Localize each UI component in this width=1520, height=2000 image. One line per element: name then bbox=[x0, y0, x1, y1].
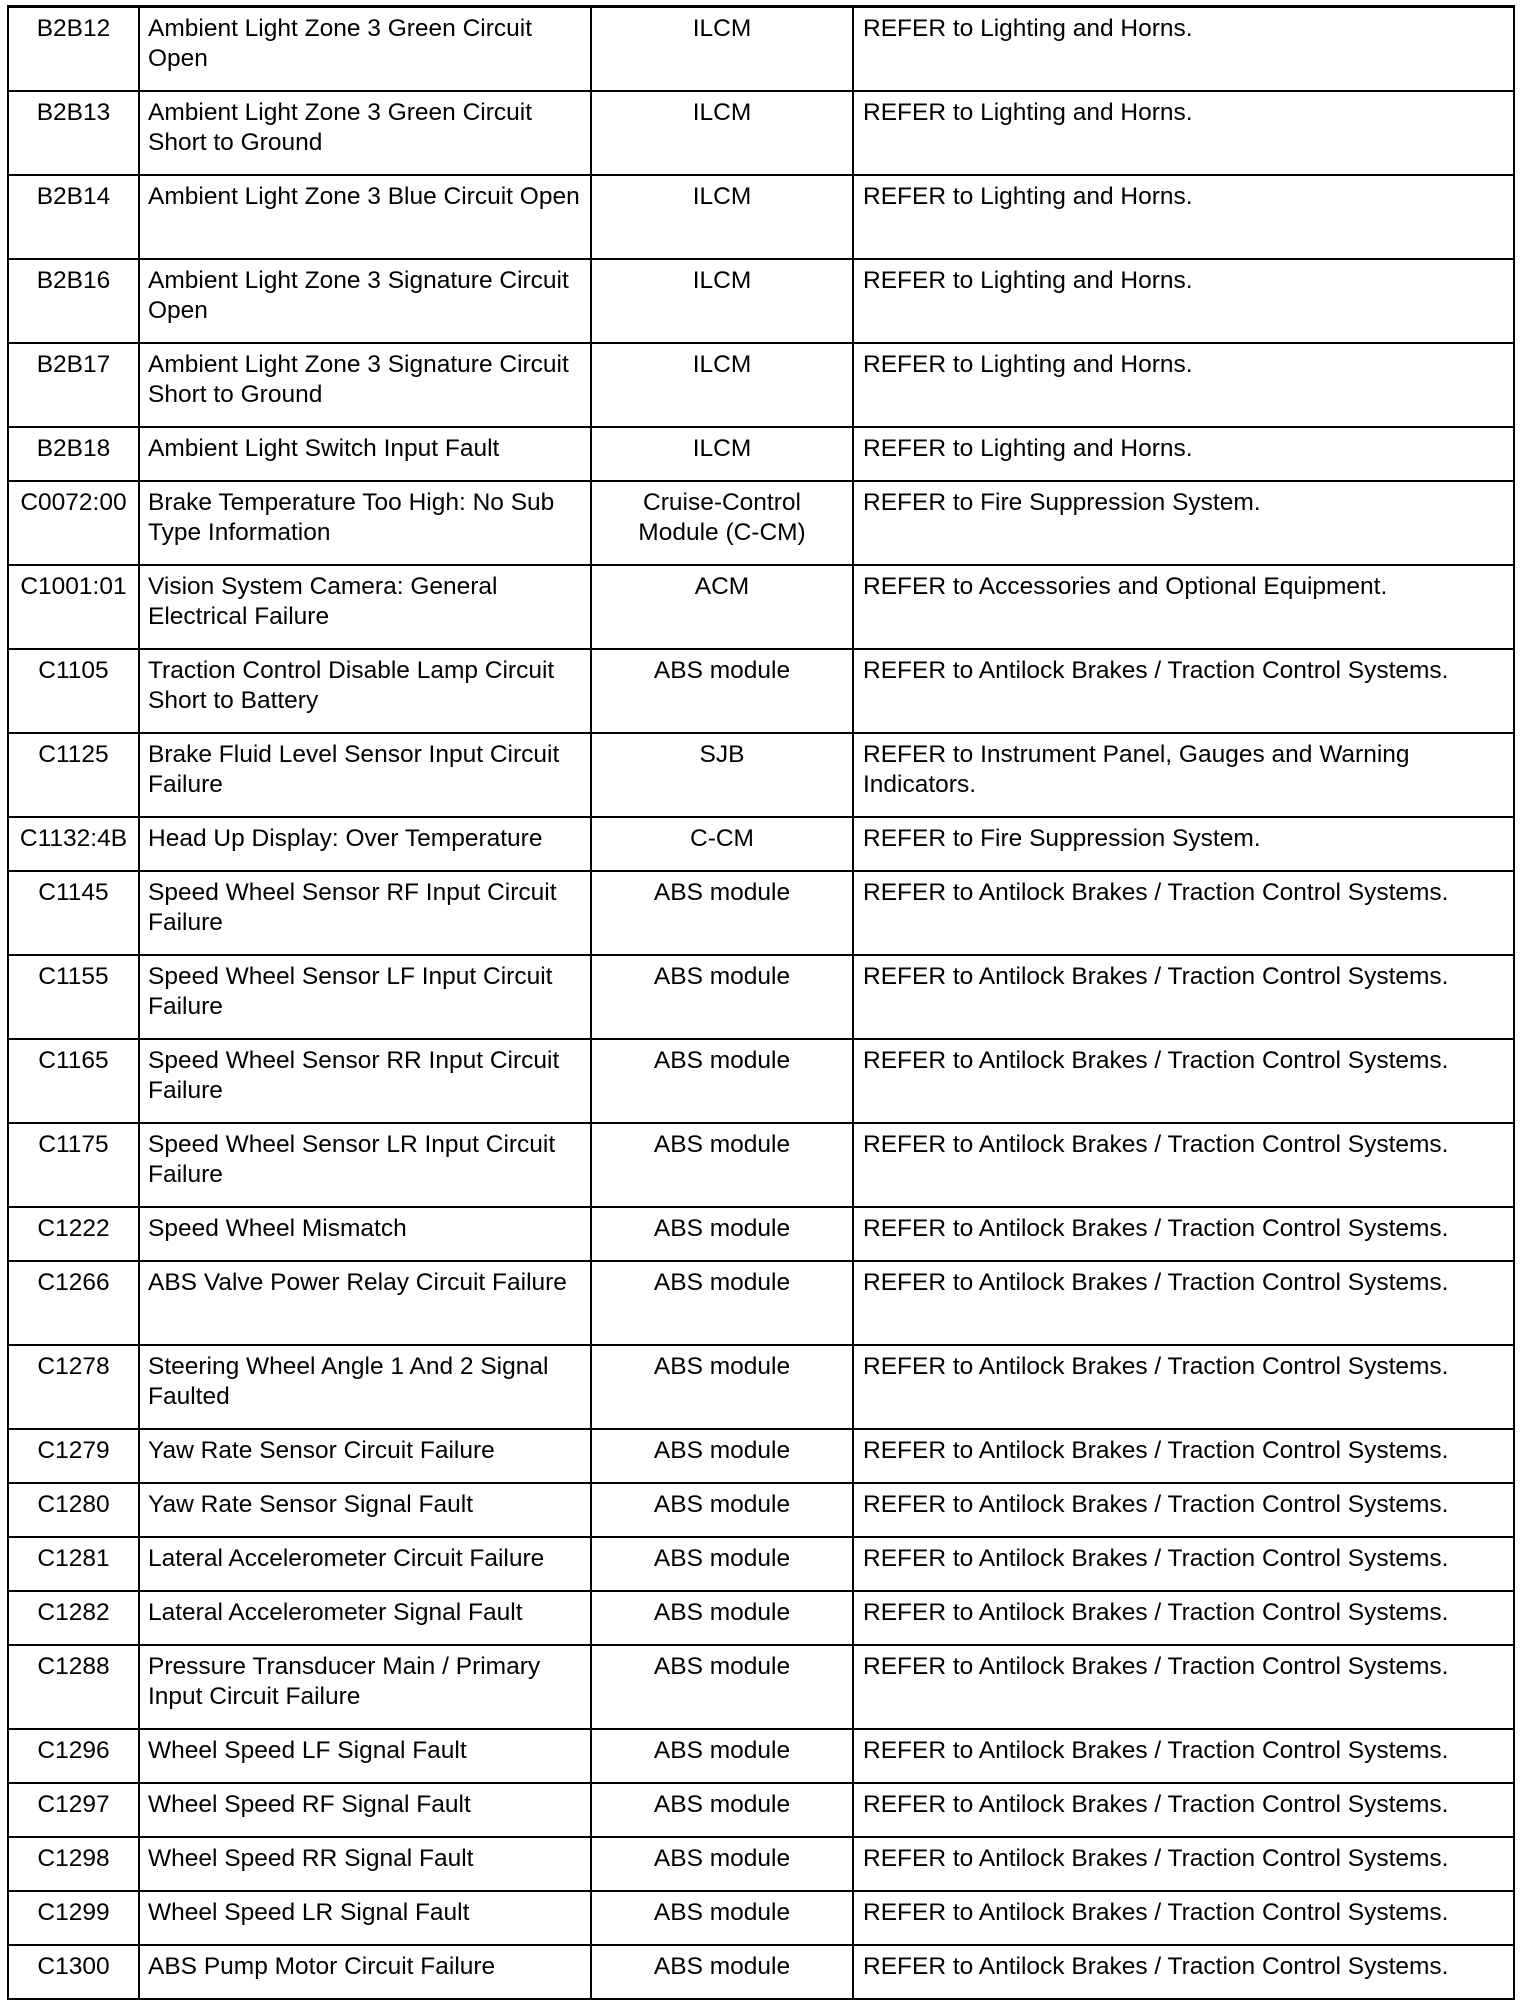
dtc-description-cell: Wheel Speed LR Signal Fault bbox=[139, 1891, 591, 1945]
dtc-description-cell: Head Up Display: Over Temperature bbox=[139, 817, 591, 871]
dtc-action-cell: REFER to Antilock Brakes / Traction Control Systems. bbox=[853, 649, 1514, 733]
dtc-module-cell: ABS module bbox=[591, 1837, 853, 1891]
dtc-module-cell: ILCM bbox=[591, 259, 853, 343]
table-row bbox=[8, 1591, 1514, 1645]
dtc-description-cell: Traction Control Disable Lamp Circuit Short to Battery bbox=[139, 649, 591, 733]
table-row bbox=[8, 1207, 1514, 1261]
dtc-description-cell: ABS Pump Motor Circuit Failure bbox=[139, 1945, 591, 1999]
dtc-description-cell: ABS Valve Power Relay Circuit Failure bbox=[139, 1261, 591, 1345]
dtc-description-cell: Lateral Accelerometer Signal Fault bbox=[139, 1591, 591, 1645]
dtc-module-cell: ABS module bbox=[591, 1345, 853, 1429]
dtc-table bbox=[7, 5, 1515, 2000]
dtc-code-cell: C1296 bbox=[8, 1729, 139, 1783]
dtc-action-cell: REFER to Antilock Brakes / Traction Control Systems. bbox=[853, 871, 1514, 955]
dtc-code-cell: C1132:4B bbox=[8, 817, 139, 871]
table-row bbox=[8, 1645, 1514, 1729]
dtc-table-body bbox=[8, 7, 1514, 2000]
dtc-description-cell: Ambient Light Switch Input Fault bbox=[139, 427, 591, 481]
dtc-action-cell: REFER to Antilock Brakes / Traction Control Systems. bbox=[853, 1123, 1514, 1207]
dtc-code-cell: C1266 bbox=[8, 1261, 139, 1345]
dtc-action-cell: REFER to Antilock Brakes / Traction Control Systems. bbox=[853, 1537, 1514, 1591]
dtc-code-cell: B2B14 bbox=[8, 175, 139, 259]
dtc-description-cell: Ambient Light Zone 3 Blue Circuit Open bbox=[139, 175, 591, 259]
dtc-code-cell: B2B18 bbox=[8, 427, 139, 481]
dtc-code-cell: C1297 bbox=[8, 1783, 139, 1837]
table-row bbox=[8, 259, 1514, 343]
dtc-description-cell: Speed Wheel Sensor LF Input Circuit Failure bbox=[139, 955, 591, 1039]
dtc-module-cell: ABS module bbox=[591, 1891, 853, 1945]
dtc-action-cell: REFER to Antilock Brakes / Traction Control Systems. bbox=[853, 1645, 1514, 1729]
dtc-code-cell: C0072:00 bbox=[8, 481, 139, 565]
dtc-action-cell: REFER to Antilock Brakes / Traction Control Systems. bbox=[853, 1783, 1514, 1837]
dtc-module-cell: ILCM bbox=[591, 175, 853, 259]
table-row bbox=[8, 481, 1514, 565]
dtc-module-cell: ABS module bbox=[591, 1483, 853, 1537]
table-row bbox=[8, 91, 1514, 175]
table-row bbox=[8, 871, 1514, 955]
table-row bbox=[8, 1123, 1514, 1207]
dtc-module-cell: ABS module bbox=[591, 1537, 853, 1591]
table-row bbox=[8, 1891, 1514, 1945]
dtc-action-cell: REFER to Lighting and Horns. bbox=[853, 259, 1514, 343]
dtc-description-cell: Steering Wheel Angle 1 And 2 Signal Faulted bbox=[139, 1345, 591, 1429]
dtc-description-cell: Speed Wheel Sensor RF Input Circuit Failure bbox=[139, 871, 591, 955]
dtc-action-cell: REFER to Antilock Brakes / Traction Control Systems. bbox=[853, 955, 1514, 1039]
table-row bbox=[8, 733, 1514, 817]
table-row bbox=[8, 649, 1514, 733]
dtc-module-cell: ABS module bbox=[591, 1645, 853, 1729]
dtc-description-cell: Lateral Accelerometer Circuit Failure bbox=[139, 1537, 591, 1591]
dtc-action-cell: REFER to Fire Suppression System. bbox=[853, 481, 1514, 565]
dtc-module-cell: ABS module bbox=[591, 1591, 853, 1645]
dtc-code-cell: C1105 bbox=[8, 649, 139, 733]
table-row bbox=[8, 1945, 1514, 1999]
dtc-code-cell: C1279 bbox=[8, 1429, 139, 1483]
dtc-description-cell: Ambient Light Zone 3 Green Circuit Short to Ground bbox=[139, 91, 591, 175]
dtc-code-cell: C1300 bbox=[8, 1945, 139, 1999]
table-row bbox=[8, 7, 1514, 92]
dtc-description-cell: Pressure Transducer Main / Primary Input Circuit Failure bbox=[139, 1645, 591, 1729]
dtc-code-cell: C1299 bbox=[8, 1891, 139, 1945]
dtc-action-cell: REFER to Lighting and Horns. bbox=[853, 427, 1514, 481]
dtc-action-cell: REFER to Antilock Brakes / Traction Control Systems. bbox=[853, 1945, 1514, 1999]
dtc-action-cell: REFER to Antilock Brakes / Traction Control Systems. bbox=[853, 1591, 1514, 1645]
dtc-code-cell: B2B17 bbox=[8, 343, 139, 427]
dtc-code-cell: C1001:01 bbox=[8, 565, 139, 649]
dtc-module-cell: ILCM bbox=[591, 91, 853, 175]
dtc-module-cell: ILCM bbox=[591, 427, 853, 481]
dtc-code-cell: C1280 bbox=[8, 1483, 139, 1537]
dtc-code-cell: B2B12 bbox=[8, 7, 139, 92]
table-row bbox=[8, 1429, 1514, 1483]
dtc-action-cell: REFER to Antilock Brakes / Traction Control Systems. bbox=[853, 1729, 1514, 1783]
dtc-module-cell: ACM bbox=[591, 565, 853, 649]
dtc-module-cell: ABS module bbox=[591, 649, 853, 733]
table-row bbox=[8, 1783, 1514, 1837]
table-row bbox=[8, 817, 1514, 871]
dtc-module-cell: ABS module bbox=[591, 1123, 853, 1207]
dtc-action-cell: REFER to Antilock Brakes / Traction Control Systems. bbox=[853, 1837, 1514, 1891]
dtc-description-cell: Speed Wheel Sensor RR Input Circuit Failure bbox=[139, 1039, 591, 1123]
dtc-action-cell: REFER to Antilock Brakes / Traction Control Systems. bbox=[853, 1207, 1514, 1261]
dtc-action-cell: REFER to Lighting and Horns. bbox=[853, 175, 1514, 259]
dtc-module-cell: Cruise-Control Module (C-CM) bbox=[591, 481, 853, 565]
dtc-action-cell: REFER to Antilock Brakes / Traction Control Systems. bbox=[853, 1261, 1514, 1345]
table-row bbox=[8, 1537, 1514, 1591]
dtc-module-cell: ABS module bbox=[591, 871, 853, 955]
dtc-description-cell: Wheel Speed RR Signal Fault bbox=[139, 1837, 591, 1891]
dtc-action-cell: REFER to Antilock Brakes / Traction Control Systems. bbox=[853, 1891, 1514, 1945]
dtc-action-cell: REFER to Antilock Brakes / Traction Control Systems. bbox=[853, 1039, 1514, 1123]
dtc-description-cell: Brake Temperature Too High: No Sub Type Information bbox=[139, 481, 591, 565]
table-row bbox=[8, 427, 1514, 481]
dtc-description-cell: Vision System Camera: General Electrical Failure bbox=[139, 565, 591, 649]
table-row bbox=[8, 1039, 1514, 1123]
table-row bbox=[8, 343, 1514, 427]
table-row bbox=[8, 1345, 1514, 1429]
dtc-code-cell: C1282 bbox=[8, 1591, 139, 1645]
dtc-action-cell: REFER to Antilock Brakes / Traction Control Systems. bbox=[853, 1429, 1514, 1483]
dtc-module-cell: ABS module bbox=[591, 1207, 853, 1261]
dtc-description-cell: Yaw Rate Sensor Circuit Failure bbox=[139, 1429, 591, 1483]
dtc-action-cell: REFER to Lighting and Horns. bbox=[853, 91, 1514, 175]
dtc-description-cell: Wheel Speed RF Signal Fault bbox=[139, 1783, 591, 1837]
dtc-code-cell: C1155 bbox=[8, 955, 139, 1039]
dtc-action-cell: REFER to Fire Suppression System. bbox=[853, 817, 1514, 871]
dtc-description-cell: Ambient Light Zone 3 Signature Circuit Open bbox=[139, 259, 591, 343]
dtc-module-cell: ILCM bbox=[591, 343, 853, 427]
dtc-module-cell: ABS module bbox=[591, 1429, 853, 1483]
dtc-action-cell: REFER to Lighting and Horns. bbox=[853, 343, 1514, 427]
dtc-description-cell: Ambient Light Zone 3 Green Circuit Open bbox=[139, 7, 591, 92]
dtc-description-cell: Speed Wheel Mismatch bbox=[139, 1207, 591, 1261]
dtc-description-cell: Wheel Speed LF Signal Fault bbox=[139, 1729, 591, 1783]
dtc-module-cell: C-CM bbox=[591, 817, 853, 871]
dtc-module-cell: ILCM bbox=[591, 7, 853, 92]
document-page bbox=[7, 5, 1513, 2000]
dtc-module-cell: SJB bbox=[591, 733, 853, 817]
dtc-action-cell: REFER to Antilock Brakes / Traction Control Systems. bbox=[853, 1483, 1514, 1537]
dtc-code-cell: C1222 bbox=[8, 1207, 139, 1261]
table-row bbox=[8, 1729, 1514, 1783]
dtc-module-cell: ABS module bbox=[591, 955, 853, 1039]
table-row bbox=[8, 1837, 1514, 1891]
dtc-action-cell: REFER to Antilock Brakes / Traction Control Systems. bbox=[853, 1345, 1514, 1429]
dtc-action-cell: REFER to Accessories and Optional Equipment. bbox=[853, 565, 1514, 649]
dtc-code-cell: C1145 bbox=[8, 871, 139, 955]
dtc-description-cell: Yaw Rate Sensor Signal Fault bbox=[139, 1483, 591, 1537]
table-row bbox=[8, 1261, 1514, 1345]
dtc-code-cell: C1165 bbox=[8, 1039, 139, 1123]
dtc-code-cell: C1278 bbox=[8, 1345, 139, 1429]
dtc-action-cell: REFER to Lighting and Horns. bbox=[853, 7, 1514, 92]
dtc-action-cell: REFER to Instrument Panel, Gauges and Warning Indicators. bbox=[853, 733, 1514, 817]
dtc-code-cell: C1281 bbox=[8, 1537, 139, 1591]
table-row bbox=[8, 175, 1514, 259]
dtc-code-cell: B2B13 bbox=[8, 91, 139, 175]
table-row bbox=[8, 565, 1514, 649]
dtc-module-cell: ABS module bbox=[591, 1039, 853, 1123]
table-row bbox=[8, 1483, 1514, 1537]
dtc-description-cell: Brake Fluid Level Sensor Input Circuit Failure bbox=[139, 733, 591, 817]
dtc-code-cell: C1298 bbox=[8, 1837, 139, 1891]
table-row bbox=[8, 955, 1514, 1039]
dtc-module-cell: ABS module bbox=[591, 1729, 853, 1783]
dtc-module-cell: ABS module bbox=[591, 1945, 853, 1999]
dtc-description-cell: Speed Wheel Sensor LR Input Circuit Failure bbox=[139, 1123, 591, 1207]
dtc-description-cell: Ambient Light Zone 3 Signature Circuit Short to Ground bbox=[139, 343, 591, 427]
dtc-code-cell: B2B16 bbox=[8, 259, 139, 343]
dtc-module-cell: ABS module bbox=[591, 1783, 853, 1837]
dtc-code-cell: C1125 bbox=[8, 733, 139, 817]
dtc-module-cell: ABS module bbox=[591, 1261, 853, 1345]
dtc-code-cell: C1175 bbox=[8, 1123, 139, 1207]
dtc-code-cell: C1288 bbox=[8, 1645, 139, 1729]
